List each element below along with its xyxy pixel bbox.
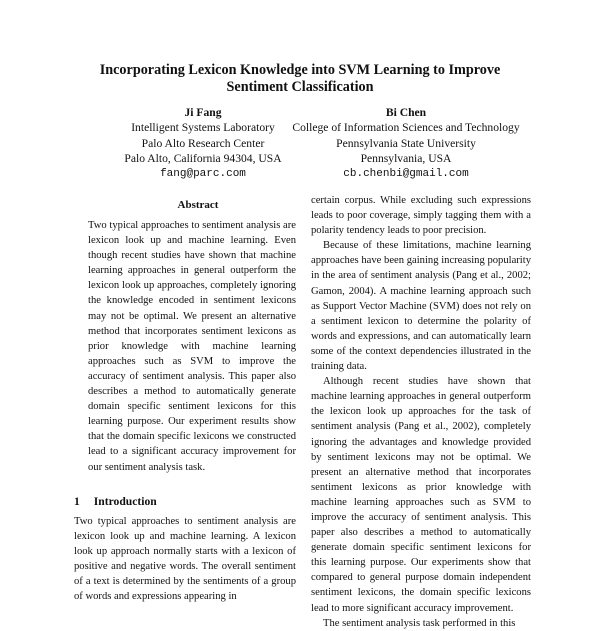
author-affiliation: Intelligent Systems Laboratory xyxy=(131,121,275,135)
right-column-text xyxy=(311,193,531,631)
author-address: Palo Alto, California 94304, USA xyxy=(124,152,282,166)
author-organization: Palo Alto Research Center xyxy=(141,136,265,150)
body-paragraph: Because of these limitations, machine learning approaches have been gaining increasing popularity in the area of sentiment analysis (Pang et al., 2002; Gamon, 2004). A machine learning approach such as Support Vector Machine (SVM) does not rely on a sentiment lexicon to determine the polarity of words and expressions, and can automatically learn some of the context dependencies illustrated in the training data. xyxy=(311,240,531,373)
author-email: cb.chenbi@gmail.com xyxy=(343,167,469,180)
section-heading-introduction xyxy=(74,495,157,508)
author-block-2 xyxy=(280,105,532,182)
abstract-text xyxy=(88,218,296,475)
title-line-1: Incorporating Lexicon Knowledge into SVM Learning to Improve xyxy=(99,62,501,78)
body-paragraph: certain corpus. While excluding such expressions leads to poor coverage, simply tagging them with a polarity tendency leads to poor precision. xyxy=(311,195,531,237)
introduction-text xyxy=(74,514,296,605)
abstract-paragraph: Two typical approaches to sentiment analysis are lexicon look up and machine learning. Even though recent studies have shown that machine learning approaches in general outperform the lexicon look up approaches, completely ignoring the knowledge encoded in sentiment lexicons may not be optimal. We present an alternative method that incorporates sentiment lexicons as prior knowledge with machine learning approaches such as SVM to improve the accuracy of sentiment analysis. This paper also describes a method to automatically generate domain specific sentiment lexicons for this learning purpose. Our experiment results show that the domain specific lexicons we constructed lead to a significant accuracy improvement for our sentiment analysis task. xyxy=(88,220,296,473)
author-name: Ji Fang xyxy=(184,106,222,119)
author-organization: Pennsylvania State University xyxy=(336,136,476,150)
author-affiliation: College of Information Sciences and Technology xyxy=(292,121,520,135)
paper-title xyxy=(70,62,530,96)
author-email: fang@parc.com xyxy=(160,167,246,180)
section-number: 1 xyxy=(74,495,80,508)
body-paragraph: The sentiment analysis task performed in this xyxy=(323,617,516,629)
author-block-1 xyxy=(108,105,298,182)
introduction-paragraph: Two typical approaches to sentiment analysis are lexicon look up and machine learning. A lexicon look up approach normally starts with a lexicon of positive and negative words. The overall sentiment of a text is determined by the sentiments of a group of words and expressions appearing in xyxy=(74,516,296,603)
body-paragraph: Although recent studies have shown that machine learning approaches in general outperform the lexicon look up approaches for the task of sentiment analysis (Pang et al., 2002), completely ignoring the advantages and knowledge provided by sentiment lexicons may not be optimal. We present an alternative method that incorporates sentiment lexicons as prior knowledge with machine learning approaches such as SVM to improve the accuracy of sentiment analysis. This paper also describes a method to automatically generate domain specific sentiment lexicons for this learning purpose. Our experiments show that compared to general purpose domain independent sentiment lexicons, the domain specific lexicons lead to more significant accuracy improvement. xyxy=(311,376,531,614)
author-name: Bi Chen xyxy=(385,106,427,119)
title-line-2: Sentiment Classification xyxy=(226,79,374,95)
abstract-heading: Abstract xyxy=(177,199,219,211)
author-address: Pennsylvania, USA xyxy=(360,152,452,166)
section-title: Introduction xyxy=(93,495,157,508)
